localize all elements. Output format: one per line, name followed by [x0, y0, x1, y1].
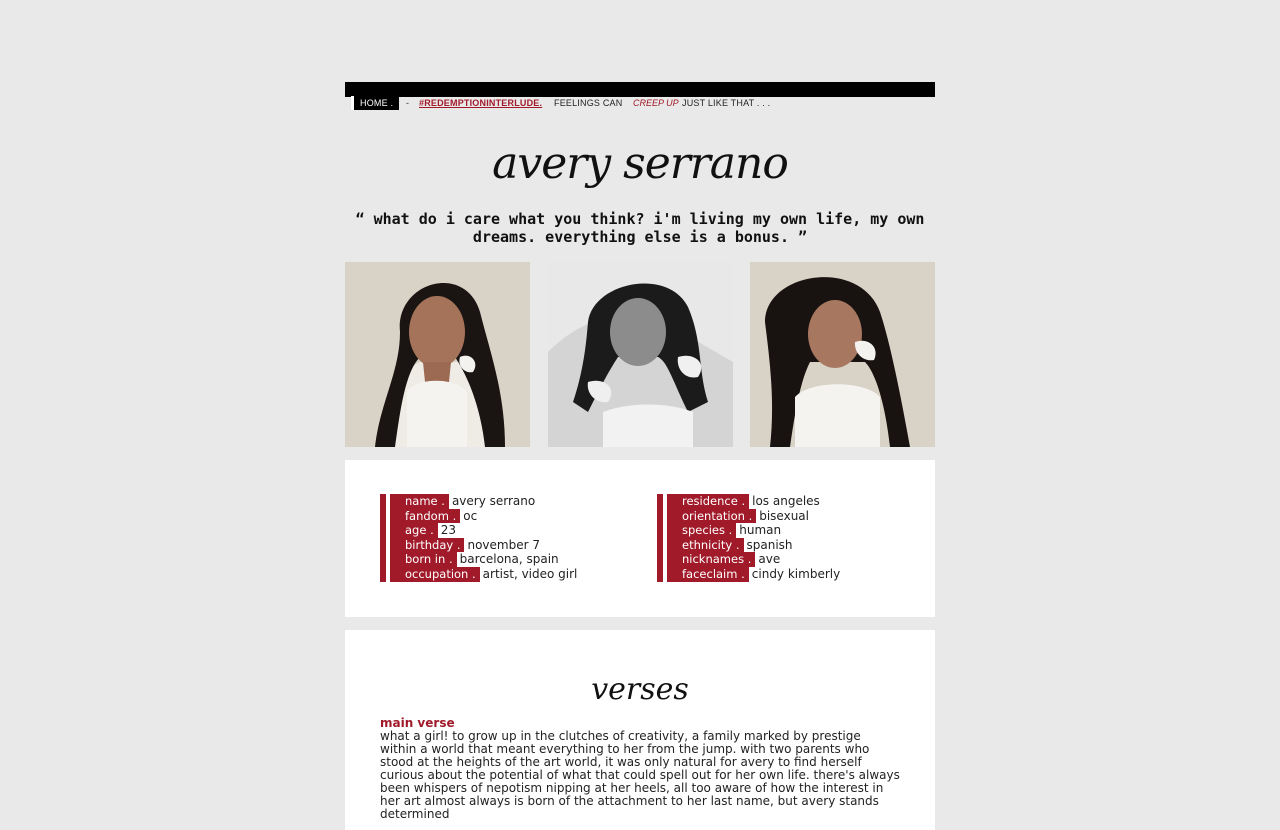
top-bar	[345, 82, 935, 97]
info-row-birthday	[390, 538, 577, 553]
portrait-photo-3	[750, 262, 935, 447]
info-label: fandom .	[390, 509, 460, 524]
nav-separator: -	[406, 98, 409, 108]
info-value: oc	[463, 508, 478, 523]
portrait-photo-1-icon	[345, 262, 530, 447]
nav-text-3: JUST LIKE THAT . . .	[682, 98, 771, 108]
info-row-occupation	[390, 567, 577, 582]
info-label: faceclaim .	[667, 567, 749, 582]
portrait-photo-2	[548, 262, 733, 447]
info-value: 23	[440, 523, 457, 538]
verses-title: verses	[591, 672, 689, 707]
info-value: cindy kimberly	[751, 566, 841, 581]
info-value: spanish	[746, 537, 793, 552]
page-container	[345, 82, 935, 821]
portrait-photo-3-icon	[750, 262, 935, 447]
info-column-right	[657, 494, 840, 582]
info-row-ethnicity	[667, 538, 840, 553]
info-value: avery serrano	[451, 494, 536, 508]
info-label: occupation .	[390, 567, 480, 582]
info-row-name	[390, 494, 577, 509]
info-label: residence .	[667, 494, 749, 509]
info-row-residence	[667, 494, 840, 509]
info-card	[345, 460, 935, 617]
info-value: barcelona, spain	[459, 552, 559, 567]
info-row-born-in	[390, 552, 577, 567]
portrait-photo-1	[345, 262, 530, 447]
info-row-nicknames	[667, 552, 840, 567]
info-label: born in .	[390, 552, 457, 567]
main-verse-text: what a girl! to grow up in the clutches of creativity, a family marked by prestige within a world that meant everything to her from the jump. with two parents who stood at the heights of the art world, it was only natural for avery to find herself curious about the potential of what that could spell out for her own life. there's always been whispers of nepotism nipping at her heels, all too aware of how the interest in her art almost always is born of the attachment to her last name, but avery stands determined	[380, 729, 900, 821]
info-label: birthday .	[390, 538, 464, 553]
verses-card	[345, 630, 935, 830]
info-label: nicknames .	[667, 552, 755, 567]
info-label: species .	[667, 523, 736, 538]
info-value: human	[739, 523, 782, 538]
portrait-photo-2-icon	[548, 262, 733, 447]
tag-link[interactable]: #REDEMPTIONINTERLUDE.	[419, 98, 543, 108]
info-value: ave	[758, 552, 781, 567]
info-row-orientation	[667, 509, 840, 524]
info-label: name .	[390, 494, 449, 509]
nav-bar	[345, 97, 935, 109]
page-title: avery serrano	[492, 138, 788, 189]
info-row-age	[390, 523, 577, 538]
nav-text-2: CREEP UP	[633, 98, 679, 108]
info-value: november 7	[467, 537, 540, 552]
info-label: ethnicity .	[667, 538, 744, 553]
profile-quote: “ what do i care what you think? i'm living my own life, my own dreams. everything else is a bonus. ”	[355, 210, 925, 246]
main-verse-label: main verse	[380, 716, 455, 730]
info-label: age .	[390, 523, 438, 538]
info-row-fandom	[390, 509, 577, 524]
info-row-species	[667, 523, 840, 538]
info-label: orientation .	[667, 509, 756, 524]
info-column-left	[380, 494, 577, 582]
info-value: artist, video girl	[482, 566, 578, 581]
nav-text-1: FEELINGS CAN	[554, 98, 623, 108]
info-value: bisexual	[759, 508, 809, 523]
info-row-faceclaim	[667, 567, 840, 582]
home-link[interactable]: HOME .	[351, 96, 399, 110]
info-value: los angeles	[752, 494, 820, 508]
